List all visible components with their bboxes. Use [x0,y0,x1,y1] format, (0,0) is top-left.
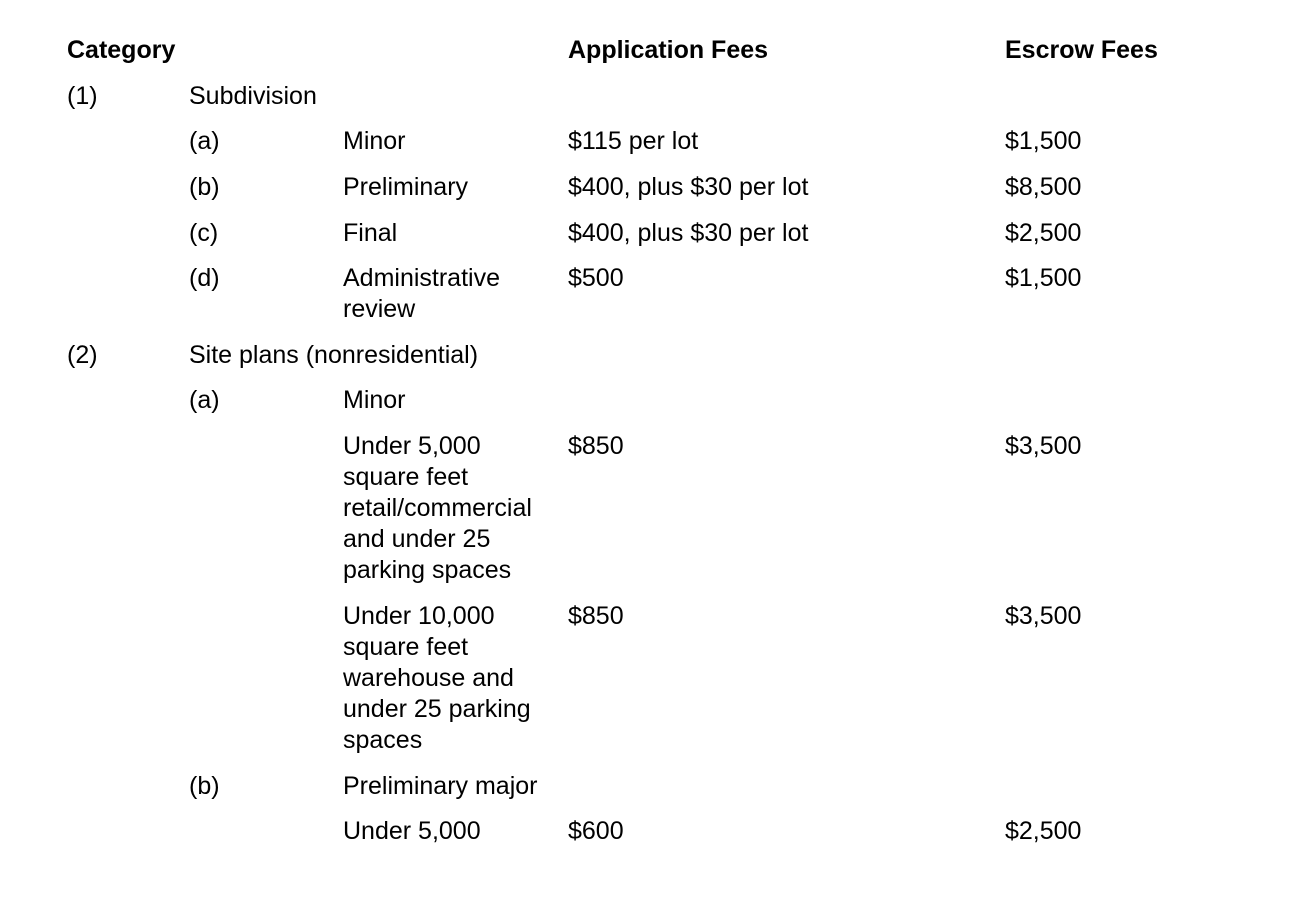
application-fee: $115 per lot [568,127,699,155]
item-description: Under 5,000 [343,817,481,845]
item-description: Preliminary major [343,772,538,800]
item-letter: (a) [189,127,220,155]
category-number: (2) [67,341,98,369]
application-fee: $400, plus $30 per lot [568,219,809,247]
escrow-fee: $3,500 [1005,602,1082,630]
escrow-fee: $1,500 [1005,127,1082,155]
item-letter: (a) [189,386,220,414]
item-letter: (b) [189,772,220,800]
application-fee: $850 [568,432,624,460]
category-label: Subdivision [189,82,317,110]
category-label: Site plans (nonresidential) [189,341,479,369]
application-fee: $400, plus $30 per lot [568,173,809,201]
item-description: Minor [343,386,406,414]
item-description: Final [343,219,398,247]
item-letter: (c) [189,219,219,247]
header-application-fees: Application Fees [568,36,769,64]
item-letter: (d) [189,264,220,292]
item-description: Administrative review [343,264,500,323]
escrow-fee: $8,500 [1005,173,1082,201]
application-fee: $600 [568,817,624,845]
item-description: Minor [343,127,406,155]
escrow-fee: $2,500 [1005,817,1082,845]
escrow-fee: $1,500 [1005,264,1082,292]
escrow-fee: $2,500 [1005,219,1082,247]
category-number: (1) [67,82,98,110]
application-fee: $850 [568,602,624,630]
application-fee: $500 [568,264,624,292]
item-description: Under 5,000 square feet retail/commercial and under 25 parking spaces [343,432,532,584]
item-letter: (b) [189,173,220,201]
item-description: Preliminary [343,173,469,201]
escrow-fee: $3,500 [1005,432,1082,460]
header-category: Category [67,36,176,64]
item-description: Under 10,000 square feet warehouse and under 25 parking spaces [343,602,531,754]
header-escrow-fees: Escrow Fees [1005,36,1158,64]
